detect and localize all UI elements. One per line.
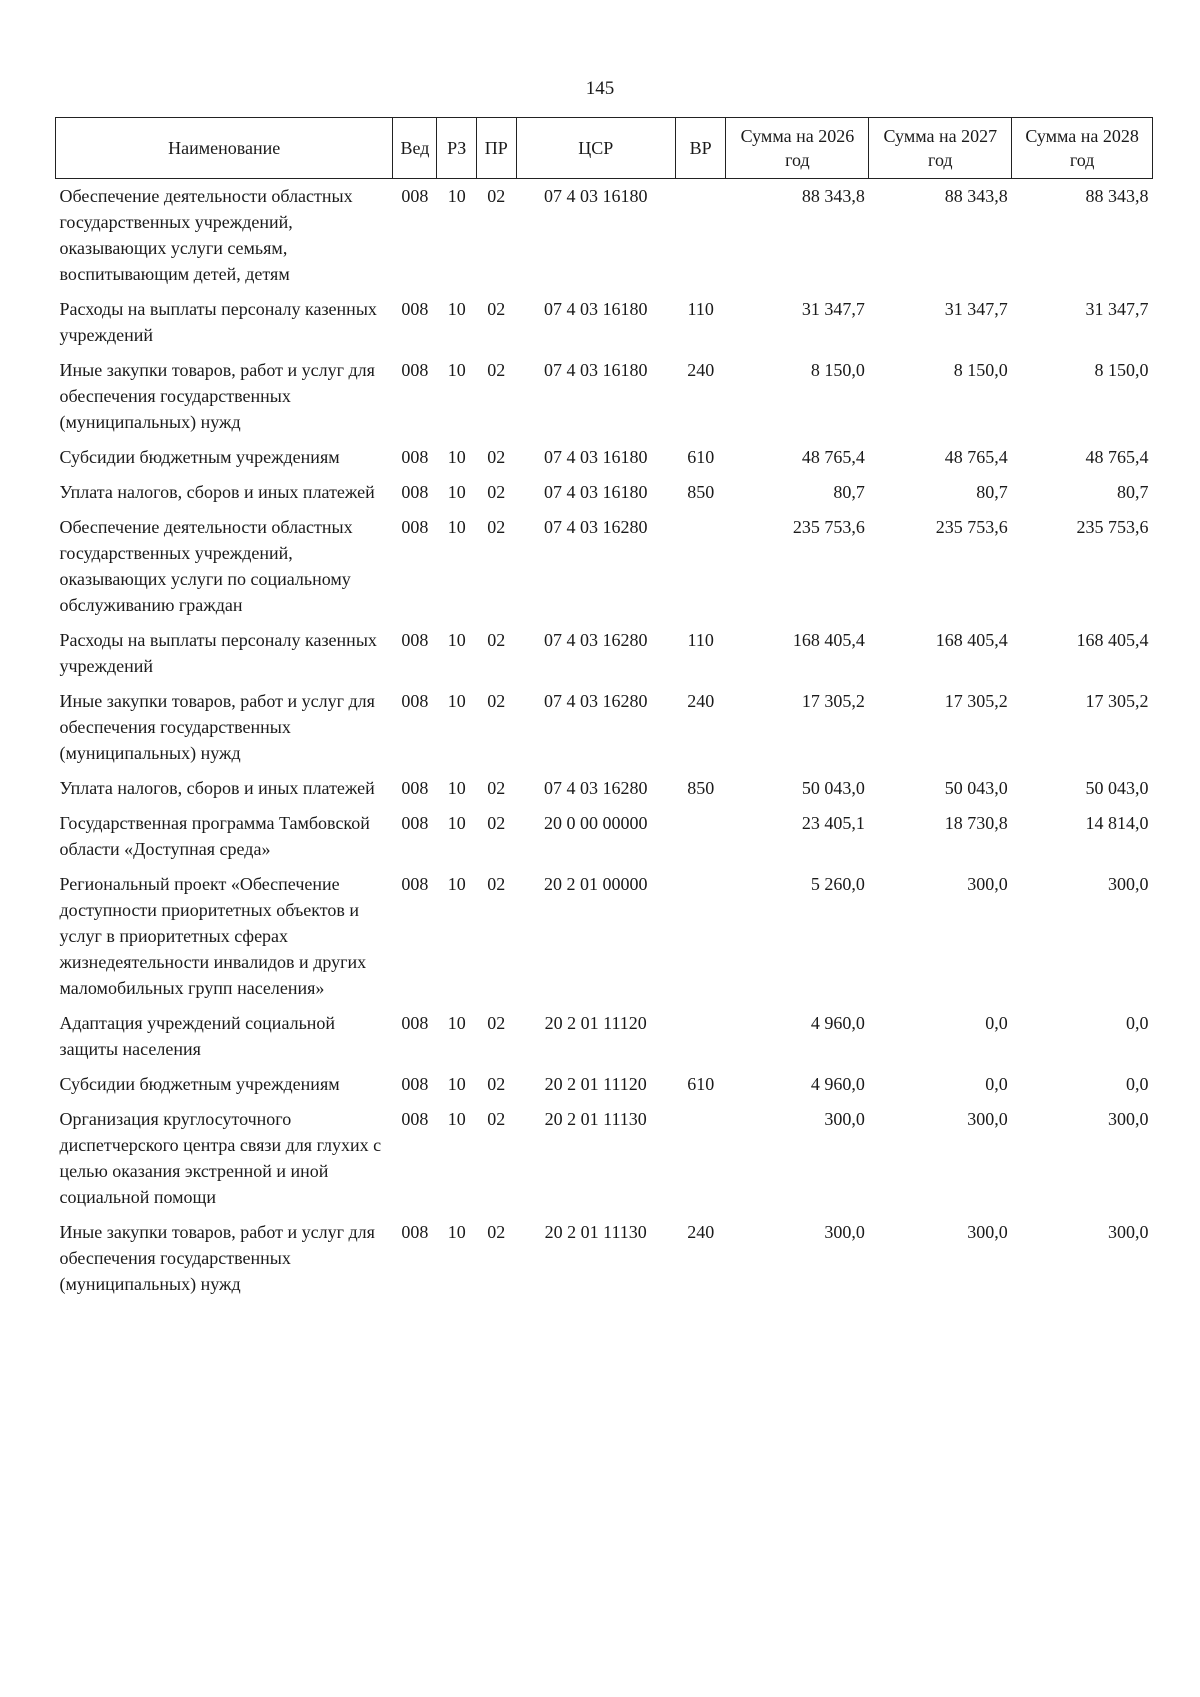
cell-ved: 008 <box>401 186 429 206</box>
cell-sum-2026: 31 347,7 <box>801 299 865 319</box>
table-row <box>56 867 1153 1006</box>
cell-pr: 02 <box>487 1109 506 1129</box>
header-sum-2028: Сумма на 2028 год <box>1012 118 1153 179</box>
cell-vr: 240 <box>687 1222 715 1242</box>
table-row <box>56 440 1153 475</box>
cell-name: Обеспечение деятельности областных государственных учреждений, оказывающих услуги по социальному обслуживанию граждан <box>59 517 353 615</box>
cell-csr: 07 4 03 16180 <box>543 447 648 467</box>
cell-ved: 008 <box>401 874 429 894</box>
cell-sum-2027: 300,0 <box>967 1109 1008 1129</box>
cell-rz: 10 <box>447 778 466 798</box>
cell-vr: 850 <box>687 482 715 502</box>
cell-sum-2028: 300,0 <box>1108 874 1149 894</box>
cell-vr: 610 <box>687 1074 715 1094</box>
cell-ved: 008 <box>401 447 429 467</box>
cell-rz: 10 <box>447 874 466 894</box>
header-name: Наименование <box>56 118 393 179</box>
cell-sum-2027: 0,0 <box>985 1074 1008 1094</box>
cell-sum-2028: 0,0 <box>1126 1074 1149 1094</box>
cell-name: Иные закупки товаров, работ и услуг для обеспечения государственных (муниципальных) нужд <box>59 1222 375 1294</box>
cell-rz: 10 <box>447 360 466 380</box>
cell-sum-2026: 88 343,8 <box>801 186 865 206</box>
cell-pr: 02 <box>487 299 506 319</box>
cell-sum-2028: 50 043,0 <box>1085 778 1149 798</box>
cell-sum-2026: 168 405,4 <box>792 630 865 650</box>
cell-csr: 20 2 01 00000 <box>543 874 648 894</box>
cell-sum-2028: 8 150,0 <box>1094 360 1149 380</box>
cell-vr <box>675 179 726 293</box>
cell-pr: 02 <box>487 1013 506 1033</box>
cell-ved: 008 <box>401 482 429 502</box>
cell-name: Расходы на выплаты персоналу казенных учреждений <box>59 630 377 676</box>
cell-vr: 240 <box>687 691 715 711</box>
cell-pr: 02 <box>487 1222 506 1242</box>
header-pr: ПР <box>476 118 516 179</box>
cell-name: Иные закупки товаров, работ и услуг для обеспечения государственных (муниципальных) нужд <box>59 360 375 432</box>
table-row <box>56 179 1153 293</box>
cell-rz: 10 <box>447 186 466 206</box>
table-row <box>56 510 1153 623</box>
cell-sum-2028: 88 343,8 <box>1085 186 1149 206</box>
cell-rz: 10 <box>447 1013 466 1033</box>
cell-sum-2027: 88 343,8 <box>944 186 1008 206</box>
table-row <box>56 771 1153 806</box>
cell-rz: 10 <box>447 630 466 650</box>
cell-pr: 02 <box>487 778 506 798</box>
cell-sum-2027: 31 347,7 <box>944 299 1008 319</box>
cell-sum-2026: 235 753,6 <box>792 517 865 537</box>
cell-sum-2027: 48 765,4 <box>944 447 1008 467</box>
cell-sum-2026: 5 260,0 <box>810 874 865 894</box>
cell-sum-2027: 8 150,0 <box>953 360 1008 380</box>
cell-csr: 07 4 03 16280 <box>543 691 648 711</box>
cell-sum-2027: 80,7 <box>976 482 1008 502</box>
cell-csr: 20 2 01 11130 <box>544 1109 647 1129</box>
cell-vr <box>675 806 726 867</box>
cell-sum-2027: 168 405,4 <box>935 630 1008 650</box>
cell-sum-2026: 48 765,4 <box>801 447 865 467</box>
header-vr: ВР <box>675 118 726 179</box>
cell-sum-2027: 18 730,8 <box>944 813 1008 833</box>
cell-rz: 10 <box>447 691 466 711</box>
cell-name: Уплата налогов, сборов и иных платежей <box>59 482 375 502</box>
cell-rz: 10 <box>447 299 466 319</box>
cell-name: Обеспечение деятельности областных государственных учреждений, оказывающих услуги семьям, воспитывающим детей, детям <box>59 186 353 284</box>
cell-rz: 10 <box>447 517 466 537</box>
cell-ved: 008 <box>401 299 429 319</box>
cell-sum-2026: 80,7 <box>833 482 865 502</box>
header-ved: Вед <box>393 118 437 179</box>
cell-ved: 008 <box>401 1074 429 1094</box>
cell-sum-2028: 235 753,6 <box>1076 517 1149 537</box>
cell-name: Иные закупки товаров, работ и услуг для обеспечения государственных (муниципальных) нужд <box>59 691 375 763</box>
table-row <box>56 475 1153 510</box>
cell-csr: 20 2 01 11120 <box>544 1074 647 1094</box>
cell-sum-2027: 300,0 <box>967 1222 1008 1242</box>
cell-ved: 008 <box>401 630 429 650</box>
cell-sum-2028: 300,0 <box>1108 1109 1149 1129</box>
cell-pr: 02 <box>487 186 506 206</box>
cell-pr: 02 <box>487 517 506 537</box>
cell-sum-2028: 48 765,4 <box>1085 447 1149 467</box>
cell-sum-2028: 17 305,2 <box>1085 691 1149 711</box>
cell-ved: 008 <box>401 813 429 833</box>
cell-sum-2027: 17 305,2 <box>944 691 1008 711</box>
cell-rz: 10 <box>447 1074 466 1094</box>
table-row <box>56 806 1153 867</box>
cell-name: Организация круглосуточного диспетчерского центра связи для глухих с целью оказания экстренной и иной социальной помощи <box>59 1109 382 1207</box>
cell-pr: 02 <box>487 360 506 380</box>
table-row <box>56 292 1153 353</box>
cell-sum-2027: 0,0 <box>985 1013 1008 1033</box>
cell-csr: 20 2 01 11120 <box>544 1013 647 1033</box>
cell-sum-2026: 300,0 <box>824 1222 865 1242</box>
cell-rz: 10 <box>447 1222 466 1242</box>
cell-sum-2028: 300,0 <box>1108 1222 1149 1242</box>
cell-name: Уплата налогов, сборов и иных платежей <box>59 778 375 798</box>
cell-sum-2026: 8 150,0 <box>810 360 865 380</box>
table-row <box>56 1006 1153 1067</box>
table-row <box>56 684 1153 771</box>
header-sum-2027: Сумма на 2027 год <box>869 118 1012 179</box>
cell-name: Расходы на выплаты персоналу казенных учреждений <box>59 299 377 345</box>
table-row <box>56 353 1153 440</box>
table-row <box>56 623 1153 684</box>
cell-vr <box>675 1006 726 1067</box>
cell-vr: 240 <box>687 360 715 380</box>
cell-rz: 10 <box>447 482 466 502</box>
cell-name: Государственная программа Тамбовской области «Доступная среда» <box>59 813 370 859</box>
cell-ved: 008 <box>401 360 429 380</box>
cell-sum-2026: 4 960,0 <box>810 1074 865 1094</box>
cell-sum-2026: 23 405,1 <box>801 813 865 833</box>
cell-pr: 02 <box>487 630 506 650</box>
cell-vr <box>675 510 726 623</box>
cell-csr: 07 4 03 16180 <box>543 360 648 380</box>
header-rz: РЗ <box>437 118 477 179</box>
cell-pr: 02 <box>487 447 506 467</box>
cell-csr: 07 4 03 16180 <box>543 186 648 206</box>
cell-vr: 110 <box>687 299 714 319</box>
budget-table <box>55 117 1153 1302</box>
cell-name: Адаптация учреждений социальной защиты населения <box>59 1013 336 1059</box>
cell-name: Региональный проект «Обеспечение доступности приоритетных объектов и услуг в приоритетных сферах жизнедеятельности инвалидов и других маломобильных групп населения» <box>59 874 367 998</box>
cell-rz: 10 <box>447 1109 466 1129</box>
cell-sum-2027: 50 043,0 <box>944 778 1008 798</box>
cell-ved: 008 <box>401 691 429 711</box>
page-number: 145 <box>585 78 615 99</box>
cell-name: Субсидии бюджетным учреждениям <box>59 447 340 467</box>
cell-pr: 02 <box>487 691 506 711</box>
cell-sum-2026: 17 305,2 <box>801 691 865 711</box>
table-row <box>56 1102 1153 1215</box>
cell-ved: 008 <box>401 1013 429 1033</box>
table-header-row <box>56 118 1153 179</box>
cell-ved: 008 <box>401 517 429 537</box>
cell-sum-2028: 31 347,7 <box>1085 299 1149 319</box>
header-csr: ЦСР <box>516 118 675 179</box>
cell-csr: 20 0 00 00000 <box>543 813 648 833</box>
cell-sum-2026: 300,0 <box>824 1109 865 1129</box>
header-sum-2026: Сумма на 2026 год <box>726 118 869 179</box>
cell-ved: 008 <box>401 778 429 798</box>
cell-ved: 008 <box>401 1222 429 1242</box>
table-row <box>56 1215 1153 1302</box>
cell-vr: 850 <box>687 778 715 798</box>
cell-vr <box>675 867 726 1006</box>
cell-sum-2026: 50 043,0 <box>801 778 865 798</box>
cell-pr: 02 <box>487 482 506 502</box>
cell-csr: 07 4 03 16280 <box>543 630 648 650</box>
cell-sum-2028: 0,0 <box>1126 1013 1149 1033</box>
cell-csr: 07 4 03 16180 <box>543 482 648 502</box>
cell-sum-2028: 80,7 <box>1117 482 1149 502</box>
cell-rz: 10 <box>447 813 466 833</box>
cell-sum-2028: 168 405,4 <box>1076 630 1149 650</box>
table-row <box>56 1067 1153 1102</box>
cell-csr: 07 4 03 16280 <box>543 517 648 537</box>
cell-name: Субсидии бюджетным учреждениям <box>59 1074 340 1094</box>
cell-csr: 07 4 03 16280 <box>543 778 648 798</box>
cell-sum-2027: 235 753,6 <box>935 517 1008 537</box>
cell-ved: 008 <box>401 1109 429 1129</box>
cell-vr: 110 <box>687 630 714 650</box>
cell-pr: 02 <box>487 874 506 894</box>
cell-sum-2026: 4 960,0 <box>810 1013 865 1033</box>
cell-vr: 610 <box>687 447 715 467</box>
cell-csr: 20 2 01 11130 <box>544 1222 647 1242</box>
cell-vr <box>675 1102 726 1215</box>
cell-pr: 02 <box>487 813 506 833</box>
cell-sum-2028: 14 814,0 <box>1085 813 1149 833</box>
cell-csr: 07 4 03 16180 <box>543 299 648 319</box>
cell-sum-2027: 300,0 <box>967 874 1008 894</box>
cell-pr: 02 <box>487 1074 506 1094</box>
cell-rz: 10 <box>447 447 466 467</box>
